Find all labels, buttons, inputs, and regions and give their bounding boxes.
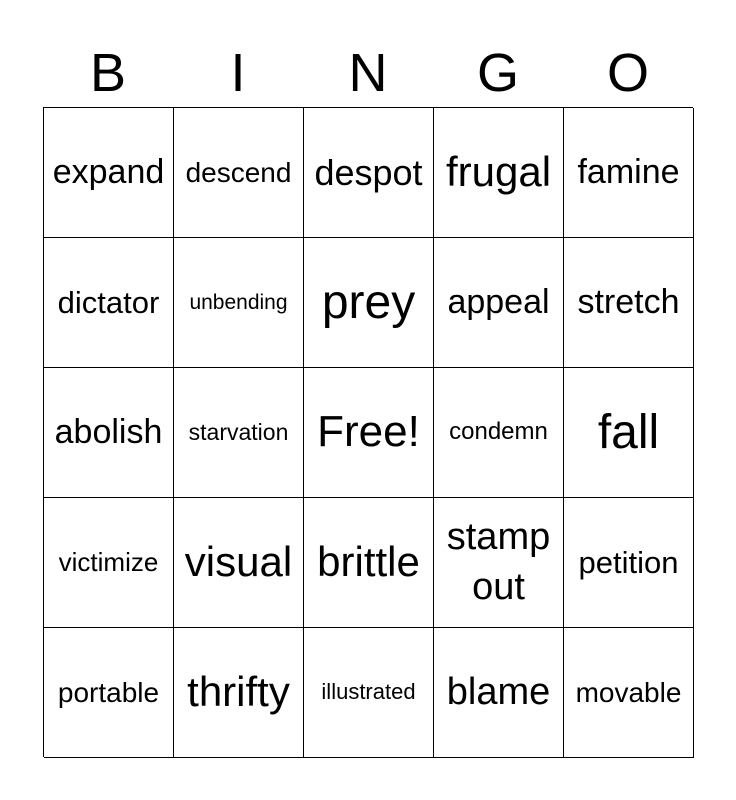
bingo-cell[interactable]: condemn <box>434 368 564 498</box>
header-letter-i: I <box>230 43 246 103</box>
bingo-cell[interactable]: thrifty <box>174 628 304 758</box>
bingo-cell[interactable]: petition <box>564 498 694 628</box>
bingo-cell[interactable]: dictator <box>44 238 174 368</box>
header-letter-n: N <box>348 43 388 103</box>
bingo-cell[interactable]: expand <box>44 108 174 238</box>
header-letter-o: O <box>606 43 649 103</box>
bingo-cell[interactable]: stamp out <box>434 498 564 628</box>
bingo-cell[interactable]: stretch <box>564 238 694 368</box>
bingo-cell[interactable]: prey <box>304 238 434 368</box>
bingo-cell[interactable]: frugal <box>434 108 564 238</box>
bingo-header <box>43 40 693 106</box>
header-letter-g: G <box>476 43 519 103</box>
bingo-cell[interactable]: unbending <box>174 238 304 368</box>
bingo-cell[interactable]: appeal <box>434 238 564 368</box>
bingo-cell[interactable]: illustrated <box>304 628 434 758</box>
free-space-cell[interactable]: Free! <box>304 368 434 498</box>
bingo-cell[interactable]: blame <box>434 628 564 758</box>
header-letter-b: B <box>89 43 127 103</box>
bingo-cell[interactable]: despot <box>304 108 434 238</box>
bingo-cell[interactable]: fall <box>564 368 694 498</box>
bingo-cell[interactable]: starvation <box>174 368 304 498</box>
bingo-cell[interactable]: movable <box>564 628 694 758</box>
bingo-cell[interactable]: brittle <box>304 498 434 628</box>
bingo-board <box>43 107 693 757</box>
bingo-cell[interactable]: descend <box>174 108 304 238</box>
bingo-cell[interactable]: famine <box>564 108 694 238</box>
bingo-cell[interactable]: victimize <box>44 498 174 628</box>
bingo-cell[interactable]: visual <box>174 498 304 628</box>
bingo-cell[interactable]: abolish <box>44 368 174 498</box>
bingo-cell[interactable]: portable <box>44 628 174 758</box>
